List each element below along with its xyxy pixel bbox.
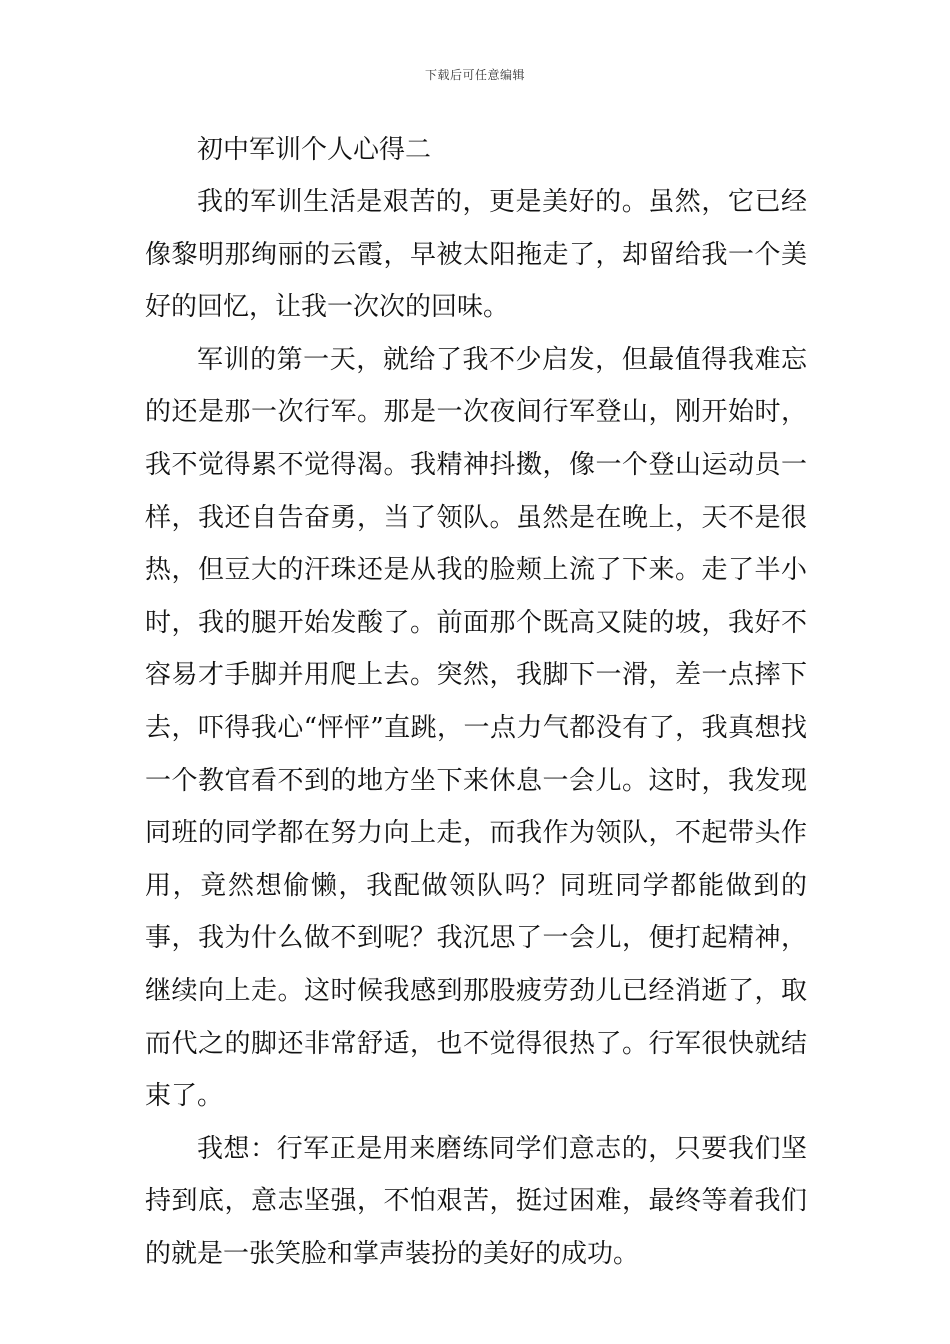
header-note: 下载后可任意编辑 <box>424 68 525 82</box>
paragraph-3: 我想：行军正是用来磨练同学们意志的，只要我们坚持到底，意志坚强，不怕艰苦，挺过困难，最终等着我们的就是一张笑脸和掌声装扮的美好的成功。 <box>145 1133 807 1269</box>
paragraph-2: 军训的第一天，就给了我不少启发，但最值得我难忘的还是那一次行军。那是一次夜间行军登山，刚开始时，我不觉得累不觉得渴。我精神抖擞，像一个登山运动员一样，我还自告奋勇，当了领队。虽然是在晚上，天不是很热，但豆大的汗珠还是从我的脸颊上流了下来。走了半小时，我的腿开始发酸了。前面那个既高又陡的坡，我好不容易才手脚并用爬上去。突然，我脚下一滑，差一点摔下去，吓得我心“怦怦”直跳，一点力气都没有了，我真想找一个教官看不到的地方坐下来休息一会儿。这时，我发现同班的同学都在努力向上走，而我作为领队，不起带头作用，竟然想偷懒，我配做领队吗？同班同学都能做到的事，我为什么做不到呢？我沉思了一会儿，便打起精神，继续向上走。这时候我感到那股疲劳劲儿已经消逝了，取而代之的脚还非常舒适，也不觉得很热了。行军很快就结束了。 <box>145 344 807 1112</box>
document-body <box>145 124 807 1280</box>
paragraph-1: 我的军训生活是艰苦的，更是美好的。虽然，它已经像黎明那绚丽的云霞，早被太阳拖走了，却留给我一个美好的回忆，让我一次次的回味。 <box>145 187 807 323</box>
document-title: 初中军训个人心得二 <box>197 135 432 165</box>
